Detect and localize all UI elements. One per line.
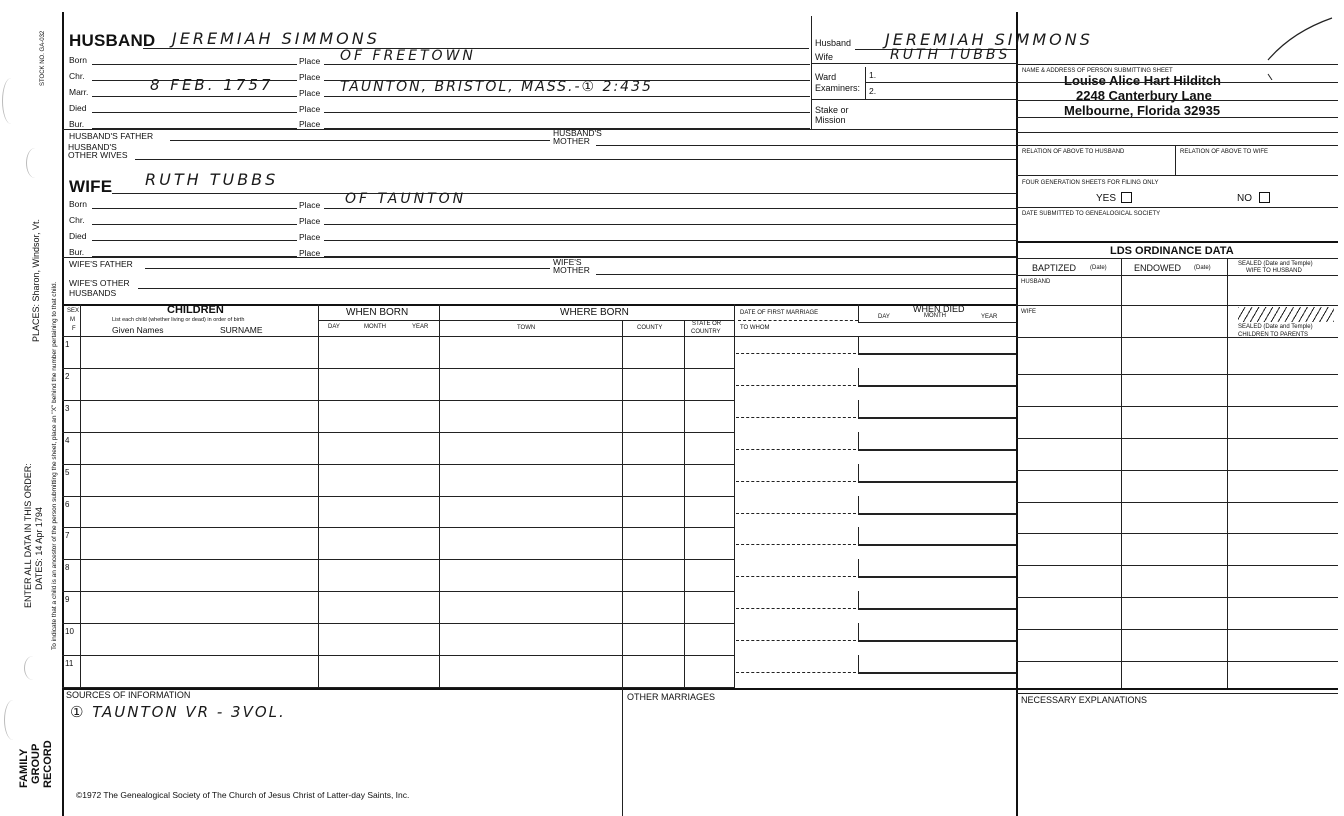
sources-hw: ① TAUNTON VR - 3VOL. — [70, 703, 286, 721]
rh-examiner-1: 1. — [869, 70, 877, 80]
husband-died-label: Died — [69, 103, 87, 113]
husband-father-label: HUSBAND'S FATHER — [69, 131, 154, 141]
child-row-number: 9 — [65, 595, 70, 604]
submitter-line-2 — [1016, 100, 1338, 101]
wife-other-husbands-2: HUSBANDS — [69, 288, 117, 298]
wife-born-place-line — [324, 208, 1016, 209]
husband-parents-top-line — [62, 129, 1016, 130]
relation-husband-label: RELATION OF ABOVE TO HUSBAND — [1022, 149, 1125, 155]
col-children-note: List each child (whether living or dead) in order of birth — [112, 317, 245, 323]
rh-examiners-label: Examiners: — [815, 83, 861, 93]
lds-child-row-line — [1016, 502, 1338, 503]
husband-father-line — [170, 140, 550, 141]
child-row-died-tick — [858, 336, 859, 353]
child-row-to-whom-dash — [736, 417, 856, 418]
husband-heading: HUSBAND — [69, 31, 156, 50]
date-submitted-top-line — [1016, 207, 1338, 208]
col-sex-m: M — [70, 317, 75, 323]
footer-divider — [622, 688, 623, 816]
binder-hole — [2, 78, 20, 124]
wife-mother-line — [596, 274, 1016, 275]
rh-wife-line — [811, 63, 1016, 64]
indicate-ancestor-note: To indicate that a child is an ancestor of the person submitting the sheet, place an "X" behind the number pertaining to that child. — [51, 281, 58, 650]
husband-bur-label: Bur. — [69, 119, 85, 129]
lds-wife-label: WIFE — [1021, 309, 1036, 315]
lds-sealed-cp-1: SEALED (Date and Temple) — [1238, 324, 1313, 330]
col-county: COUNTY — [637, 325, 663, 331]
child-row-to-whom-dash — [736, 576, 856, 577]
child-row-line — [62, 623, 734, 624]
child-row-died-line — [858, 353, 1016, 355]
child-row-line — [62, 432, 734, 433]
husband-other-wives-1: HUSBAND'S — [68, 142, 117, 152]
fourgen-no-checkbox[interactable] — [1259, 192, 1270, 203]
places-example: PLACES: Sharon, Windsor, Vt. — [31, 218, 41, 342]
when-died-underline — [858, 322, 1016, 323]
husband-marr-place-label: Place — [299, 88, 321, 98]
children-bottom-line — [62, 688, 1338, 690]
rh-husband-label: Husband — [815, 38, 852, 48]
col-first-marriage: DATE OF FIRST MARRIAGE — [740, 310, 819, 316]
submitter-line-1 — [1016, 82, 1338, 83]
husband-mother-label-1: HUSBAND'S — [553, 128, 602, 138]
lds-child-row-line — [1016, 629, 1338, 630]
child-row-to-whom-dash — [736, 672, 856, 673]
wife-name-line — [112, 193, 1016, 194]
child-row-number: 8 — [65, 563, 70, 572]
husband-died-line — [92, 112, 297, 113]
child-row-died-tick — [858, 559, 859, 576]
dates-example: DATES: 14 Apr 1794 — [34, 507, 44, 590]
form-title-family: FAMILY — [18, 748, 30, 788]
lds-sealed-wh-1: SEALED (Date and Temple) — [1238, 261, 1313, 267]
rh-wife-label: Wife — [815, 52, 833, 62]
binder-hole — [4, 700, 22, 740]
col-div-state — [734, 304, 735, 688]
husband-born-place-hw: OF FREETOWN — [340, 48, 476, 64]
submitter-name: Louise Alice Hart Hilditch — [1064, 73, 1221, 88]
husband-marr-label: Marr. — [69, 87, 89, 97]
child-row-line — [62, 655, 734, 656]
first-marriage-dash — [738, 320, 858, 321]
wife-father-label: WIFE'S FATHER — [69, 259, 133, 269]
child-row-died-tick — [858, 655, 859, 672]
child-row-died-line — [858, 608, 1016, 610]
child-row-to-whom-dash — [736, 481, 856, 482]
husband-born-label: Born — [69, 55, 87, 65]
lds-child-row-line — [1016, 470, 1338, 471]
rh-wife-hw: RUTH TUBBS — [890, 47, 1011, 63]
rh-examiner-1-line — [865, 82, 1016, 83]
child-row-died-line — [858, 576, 1016, 578]
child-row-died-line — [858, 449, 1016, 451]
col-div-town — [622, 320, 623, 688]
wife-mother-label-1: WIFE'S — [553, 257, 582, 267]
wife-died-label: Died — [69, 231, 87, 241]
wife-father-line — [145, 268, 550, 269]
child-row-died-line — [858, 385, 1016, 387]
lds-title: LDS ORDINANCE DATA — [1110, 245, 1234, 257]
wife-bur-label: Bur. — [69, 247, 85, 257]
child-row-died-line — [858, 544, 1016, 546]
binder-hole — [24, 656, 42, 680]
children-header-bottom — [62, 336, 1016, 337]
husband-chr-place-label: Place — [299, 72, 321, 82]
lds-husband-label: HUSBAND — [1021, 279, 1051, 285]
husband-mother-line — [596, 145, 1016, 146]
lds-sealed-cp-2: CHILDREN TO PARENTS — [1238, 332, 1309, 338]
lds-col-divider-1 — [1121, 258, 1122, 688]
child-row-number: 2 — [65, 372, 70, 381]
col-surname: SURNAME — [220, 325, 263, 335]
lds-baptized-date: (Date) — [1090, 265, 1107, 271]
col-where-born: WHERE BORN — [560, 307, 629, 318]
husband-other-wives-line — [135, 159, 1016, 160]
lds-endowed-date: (Date) — [1194, 265, 1211, 271]
child-row-to-whom-dash — [736, 353, 856, 354]
wife-chr-line — [92, 224, 297, 225]
header-divider — [811, 16, 812, 129]
col-born-month: MONTH — [364, 324, 386, 330]
lds-child-row-line — [1016, 374, 1338, 375]
col-born-day: DAY — [328, 324, 340, 330]
child-row-line — [62, 496, 734, 497]
child-row-number: 3 — [65, 404, 70, 413]
child-row-number: 11 — [65, 659, 74, 668]
husband-born-place-label: Place — [299, 56, 321, 66]
lds-sealed-wh-2: WIFE TO HUSBAND — [1246, 268, 1302, 274]
rh-stake-1: Stake or — [815, 105, 849, 115]
husband-died-place-label: Place — [299, 104, 321, 114]
child-row-number: 1 — [65, 340, 70, 349]
lds-col-divider-2 — [1227, 258, 1228, 688]
child-row-died-tick — [858, 368, 859, 385]
necessary-explanations-label: NECESSARY EXPLANATIONS — [1021, 695, 1148, 705]
rh-ward-bottom-line — [811, 99, 1016, 100]
child-row-died-line — [858, 417, 1016, 419]
child-row-line — [62, 559, 734, 560]
child-row-to-whom-dash — [736, 449, 856, 450]
wife-born-line — [92, 208, 297, 209]
husband-born-line — [92, 64, 297, 65]
child-row-to-whom-dash — [736, 640, 856, 641]
child-row-died-line — [858, 481, 1016, 483]
lds-child-row-line — [1016, 661, 1338, 662]
lds-top-line — [1016, 241, 1338, 243]
lds-baptized: BAPTIZED — [1032, 263, 1077, 273]
child-row-died-tick — [858, 591, 859, 608]
lds-husband-line — [1016, 305, 1338, 306]
child-row-died-tick — [858, 432, 859, 449]
child-row-line — [62, 591, 734, 592]
child-row-number: 5 — [65, 468, 70, 477]
submitter-line-4 — [1016, 132, 1338, 133]
child-row-died-tick — [858, 527, 859, 544]
husband-chr-label: Chr. — [69, 71, 85, 81]
relation-top-line — [1016, 145, 1338, 146]
child-row-line — [62, 527, 734, 528]
relation-wife-label: RELATION OF ABOVE TO WIFE — [1180, 149, 1269, 155]
col-state-1: STATE OR — [692, 321, 722, 327]
col-div-county — [684, 320, 685, 688]
col-born-year: YEAR — [412, 324, 429, 330]
wife-heading: WIFE — [69, 177, 113, 196]
submitter-line-3 — [1016, 117, 1338, 118]
child-row-number: 6 — [65, 500, 70, 509]
child-row-died-line — [858, 640, 1016, 642]
husband-other-wives-2: OTHER WIVES — [68, 150, 128, 160]
lds-child-row-line — [1016, 693, 1338, 694]
col-given-names: Given Names — [112, 325, 164, 335]
copyright: ©1972 The Genealogical Society of The Church of Jesus Christ of Latter-day Saints, Inc. — [76, 790, 410, 800]
relation-divider — [1175, 145, 1176, 175]
submitter-street: 2248 Canterbury Lane — [1076, 88, 1212, 103]
husband-marr-date-hw: 8 FEB. 1757 — [150, 76, 274, 94]
fourgen-top-line — [1016, 175, 1338, 176]
husband-marr-line — [92, 96, 297, 97]
child-row-to-whom-dash — [736, 385, 856, 386]
child-row-died-line — [858, 672, 1016, 674]
child-row-died-tick — [858, 496, 859, 513]
col-died-month: MONTH — [924, 313, 946, 319]
col-sex-f: F — [72, 326, 76, 332]
wife-bur-place-label: Place — [299, 248, 321, 258]
wife-mother-label-2: MOTHER — [553, 265, 590, 275]
when-died-left — [858, 304, 859, 322]
husband-name-hw: JEREMIAH SIMMONS — [172, 29, 380, 48]
rh-ward-label: Ward — [815, 72, 837, 82]
child-row-died-tick — [858, 400, 859, 417]
when-born-underline — [318, 320, 439, 321]
form-title-group: GROUP — [30, 743, 42, 784]
lds-child-row-line — [1016, 565, 1338, 566]
child-row-number: 7 — [65, 531, 70, 540]
col-to-whom: TO WHOM — [740, 325, 770, 331]
fourgen-yes-checkbox[interactable] — [1121, 192, 1132, 203]
lds-wife-line — [1016, 337, 1338, 338]
col-town: TOWN — [517, 325, 536, 331]
child-row-died-tick — [858, 464, 859, 481]
husband-name-line — [143, 48, 809, 49]
husband-born-place-line — [324, 64, 810, 65]
child-row-line — [62, 368, 734, 369]
child-row-line — [62, 464, 734, 465]
pen-mark-icon — [1262, 14, 1342, 80]
wife-died-place-label: Place — [299, 232, 321, 242]
wife-parents-top-line — [62, 257, 1016, 258]
sources-label: SOURCES OF INFORMATION — [66, 690, 191, 700]
husband-bur-place-label: Place — [299, 119, 321, 129]
wife-name-hw: RUTH TUBBS — [145, 170, 279, 189]
col-died-day: DAY — [878, 314, 890, 320]
wife-chr-label: Chr. — [69, 215, 85, 225]
wife-born-label: Born — [69, 199, 87, 209]
left-border — [62, 12, 64, 816]
child-row-died-tick — [858, 623, 859, 640]
lds-header-line — [1016, 258, 1338, 259]
rh-examiner-2: 2. — [869, 86, 877, 96]
rh-stake-2: Mission — [815, 115, 846, 125]
wife-born-place-label: Place — [299, 200, 321, 210]
col-when-born: WHEN BORN — [346, 307, 409, 318]
wife-chr-place-line — [324, 224, 1016, 225]
husband-mother-label-2: MOTHER — [553, 136, 590, 146]
child-row-line — [62, 400, 734, 401]
rh-examiners-divider — [865, 67, 866, 99]
col-died-year: YEAR — [981, 314, 998, 320]
stock-number: STOCK NO. GA-032 — [40, 30, 46, 86]
child-row-to-whom-dash — [736, 544, 856, 545]
date-submitted-label: DATE SUBMITTED TO GENEALOGICAL SOCIETY — [1022, 211, 1161, 217]
other-marriages-label: OTHER MARRIAGES — [627, 692, 716, 702]
husband-marr-place-line — [324, 96, 810, 97]
lds-hatched-box — [1238, 307, 1334, 322]
lds-child-row-line — [1016, 533, 1338, 534]
lds-child-row-line — [1016, 406, 1338, 407]
wife-born-place-hw: OF TAUNTON — [345, 191, 467, 207]
husband-marr-place-hw: TAUNTON, BRISTOL, MASS.-① 2:435 — [340, 79, 653, 95]
child-row-to-whom-dash — [736, 608, 856, 609]
submitter-label: NAME & ADDRESS OF PERSON SUBMITTING SHEET — [1022, 68, 1173, 74]
child-row-number: 4 — [65, 436, 70, 445]
fourgen-no-label: NO — [1237, 193, 1252, 204]
form-title-record: RECORD — [42, 740, 54, 788]
wife-chr-place-label: Place — [299, 216, 321, 226]
submitter-city: Melbourne, Florida 32935 — [1064, 103, 1221, 118]
child-row-died-line — [858, 513, 1016, 515]
col-sex: SEX — [67, 308, 80, 314]
wife-other-husbands-1: WIFE'S OTHER — [69, 278, 130, 288]
col-when-died: WHEN DIED — [913, 304, 965, 314]
fourgen-yes-label: YES — [1096, 193, 1117, 204]
child-row-number: 10 — [65, 627, 74, 636]
lds-endowed: ENDOWED — [1134, 263, 1181, 273]
enter-order-note: ENTER ALL DATA IN THIS ORDER: — [23, 463, 33, 608]
rh-husband-hw: JEREMIAH SIMMONS — [885, 30, 1093, 49]
child-row-to-whom-dash — [736, 513, 856, 514]
binder-hole — [26, 148, 44, 178]
where-born-underline — [439, 320, 734, 321]
fourgen-label: FOUR GENERATION SHEETS FOR FILING ONLY — [1022, 180, 1159, 186]
husband-died-place-line — [324, 112, 810, 113]
wife-died-place-line — [324, 240, 1016, 241]
wife-other-husbands-line — [138, 288, 1016, 289]
col-state-2: COUNTRY — [691, 329, 721, 335]
col-children: CHILDREN — [167, 304, 224, 316]
wife-died-line — [92, 240, 297, 241]
lds-col-header-line — [1016, 275, 1338, 276]
lds-child-row-line — [1016, 597, 1338, 598]
lds-child-row-line — [1016, 438, 1338, 439]
